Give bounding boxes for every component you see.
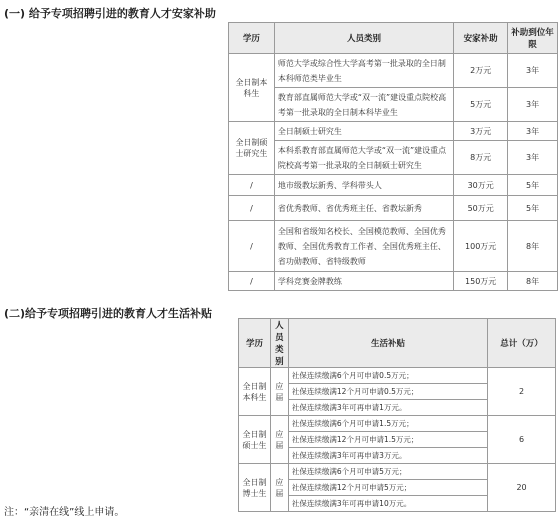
total-cell: 6 [488, 416, 556, 464]
edu-cell: 全日制博士生 [239, 464, 271, 512]
header-total: 总计（万） [488, 319, 556, 368]
edu-cell: / [229, 221, 275, 272]
header-living-subsidy: 生活补贴 [288, 319, 487, 368]
category-cell: 应届 [270, 368, 288, 416]
edu-cell: 全日制硕士研究生 [229, 122, 275, 175]
table-row [229, 54, 558, 88]
category-cell: 全日制硕士研究生 [274, 122, 453, 141]
category-cell: 省优秀教师、省优秀班主任、省教坛新秀 [274, 196, 453, 221]
amount-cell: 30万元 [454, 175, 508, 196]
subsidy-item: 社保连续缴满12个月可申请5万元； [288, 480, 487, 496]
subsidy-item: 社保连续缴满6个月可申请5万元； [288, 464, 487, 480]
amount-cell: 50万元 [454, 196, 508, 221]
years-cell: 5年 [508, 196, 558, 221]
amount-cell: 5万元 [454, 88, 508, 122]
table-row [239, 368, 556, 384]
years-cell: 3年 [508, 141, 558, 175]
section2-title: (二)给予专项招聘引进的教育人才生活补贴 [4, 307, 213, 320]
years-cell: 3年 [508, 122, 558, 141]
category-cell: 全国和省级知名校长、全国模范教师、全国优秀教师、全国优秀教育工作者、全国优秀班主任、省功勋教师、省特级教师 [274, 221, 453, 272]
section1-title: (一) 给予专项招聘引进的教育人才安家补助 [4, 7, 216, 20]
amount-cell: 3万元 [454, 122, 508, 141]
category-cell: 应届 [270, 416, 288, 464]
table-row [239, 416, 556, 432]
table-header-row [229, 23, 558, 54]
years-cell: 8年 [508, 221, 558, 272]
table-header-row [239, 319, 556, 368]
subsidy-item: 社保连续缴满6个月可申请0.5万元； [288, 368, 487, 384]
category-cell: 学科竞赛金牌教练 [274, 272, 453, 291]
edu-cell: 全日制本科生 [239, 368, 271, 416]
amount-cell: 2万元 [454, 54, 508, 88]
living-subsidy-table [238, 318, 556, 512]
housing-subsidy-table [228, 22, 558, 291]
subsidy-item: 社保连续缴满3年可再申请3万元。 [288, 448, 487, 464]
subsidy-item: 社保连续缴满12个月可申请1.5万元； [288, 432, 487, 448]
table-row [229, 272, 558, 291]
header-edu: 学历 [239, 319, 271, 368]
category-cell: 本科系教育部直属师范大学或“双一流”建设重点院校高考第一批录取的全日制硕士研究生 [274, 141, 453, 175]
years-cell: 5年 [508, 175, 558, 196]
category-cell: 地市级教坛新秀、学科带头人 [274, 175, 453, 196]
header-subsidy: 安家补助 [454, 23, 508, 54]
subsidy-item: 社保连续缴满3年可再申请10万元。 [288, 496, 487, 512]
table-row [229, 141, 558, 175]
amount-cell: 150万元 [454, 272, 508, 291]
table-row [229, 196, 558, 221]
subsidy-item: 社保连续缴满12个月可申请0.5万元； [288, 384, 487, 400]
edu-cell: / [229, 175, 275, 196]
category-cell: 应届 [270, 464, 288, 512]
header-years: 补助到位年限 [508, 23, 558, 54]
header-edu: 学历 [229, 23, 275, 54]
subsidy-item: 社保连续缴满3年可再申请1万元。 [288, 400, 487, 416]
total-cell: 20 [488, 464, 556, 512]
header-category: 人员类别 [274, 23, 453, 54]
edu-cell: 全日制本科生 [229, 54, 275, 122]
edu-cell: 全日制硕士生 [239, 416, 271, 464]
edu-cell: / [229, 272, 275, 291]
table-row [229, 88, 558, 122]
table-row [229, 122, 558, 141]
total-cell: 2 [488, 368, 556, 416]
edu-cell: / [229, 196, 275, 221]
category-cell: 师范大学或综合性大学高考第一批录取的全日制本科师范类毕业生 [274, 54, 453, 88]
years-cell: 3年 [508, 54, 558, 88]
years-cell: 8年 [508, 272, 558, 291]
header-category: 人员类别 [270, 319, 288, 368]
subsidy-item: 社保连续缴满6个月可申请1.5万元； [288, 416, 487, 432]
amount-cell: 100万元 [454, 221, 508, 272]
table-row [229, 221, 558, 272]
years-cell: 3年 [508, 88, 558, 122]
amount-cell: 8万元 [454, 141, 508, 175]
category-cell: 教育部直属师范大学或“双一流”建设重点院校高考第一批录取的全日制本科毕业生 [274, 88, 453, 122]
table-row [239, 464, 556, 480]
table-row [229, 175, 558, 196]
footnote: 注：“亲清在线”线上申请。 [4, 507, 125, 518]
